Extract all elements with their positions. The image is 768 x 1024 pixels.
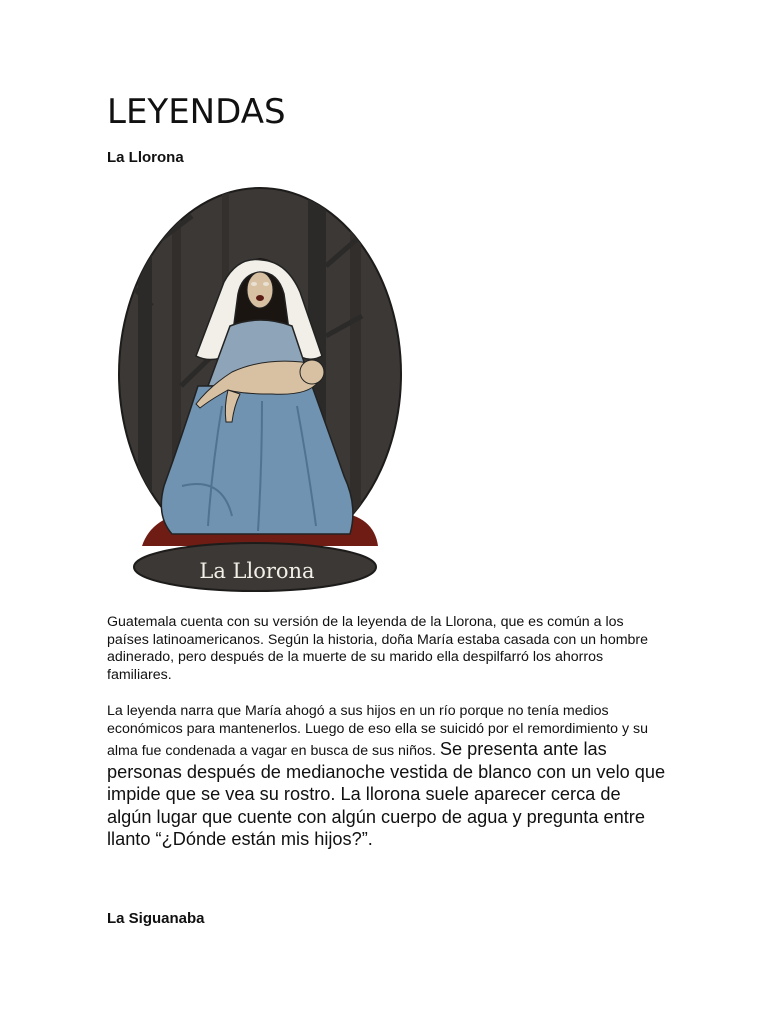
paragraph-2-small-text: La leyenda narra que María ahogó a sus hijos en un río porque no tenía medios económicos para mantenerlos. Luego de eso ella se suicidó por el remordimiento y su alma fue condenada a vagar en busca de sus niños.	[107, 703, 648, 759]
section-heading-la-siguanaba: La Siguanaba	[107, 910, 205, 927]
page-title: LEYENDAS	[107, 92, 286, 132]
section-heading-la-llorona: La Llorona	[107, 149, 184, 166]
image-label-text: La Llorona	[199, 559, 315, 583]
paragraph-1: Guatemala cuenta con su versión de la leyenda de la Llorona, que es común a los países latinoamericanos. Según la historia, doña María estaba casada con un hombre adinerado, pero después de la muerte de su marido ella despilfarró los ahorros familiares.	[107, 614, 649, 683]
paragraph-2-large-text: Se presenta ante las personas después de medianoche vestida de blanco con un velo que impide que se vea su rostro. La llorona suele aparecer cerca de algún lugar que cuente con algún cuerpo de agua y pregunta entre llanto “¿Dónde están mis hijos?”.	[107, 739, 666, 849]
la-llorona-illustration	[112, 186, 412, 598]
paragraph-2	[107, 703, 667, 851]
